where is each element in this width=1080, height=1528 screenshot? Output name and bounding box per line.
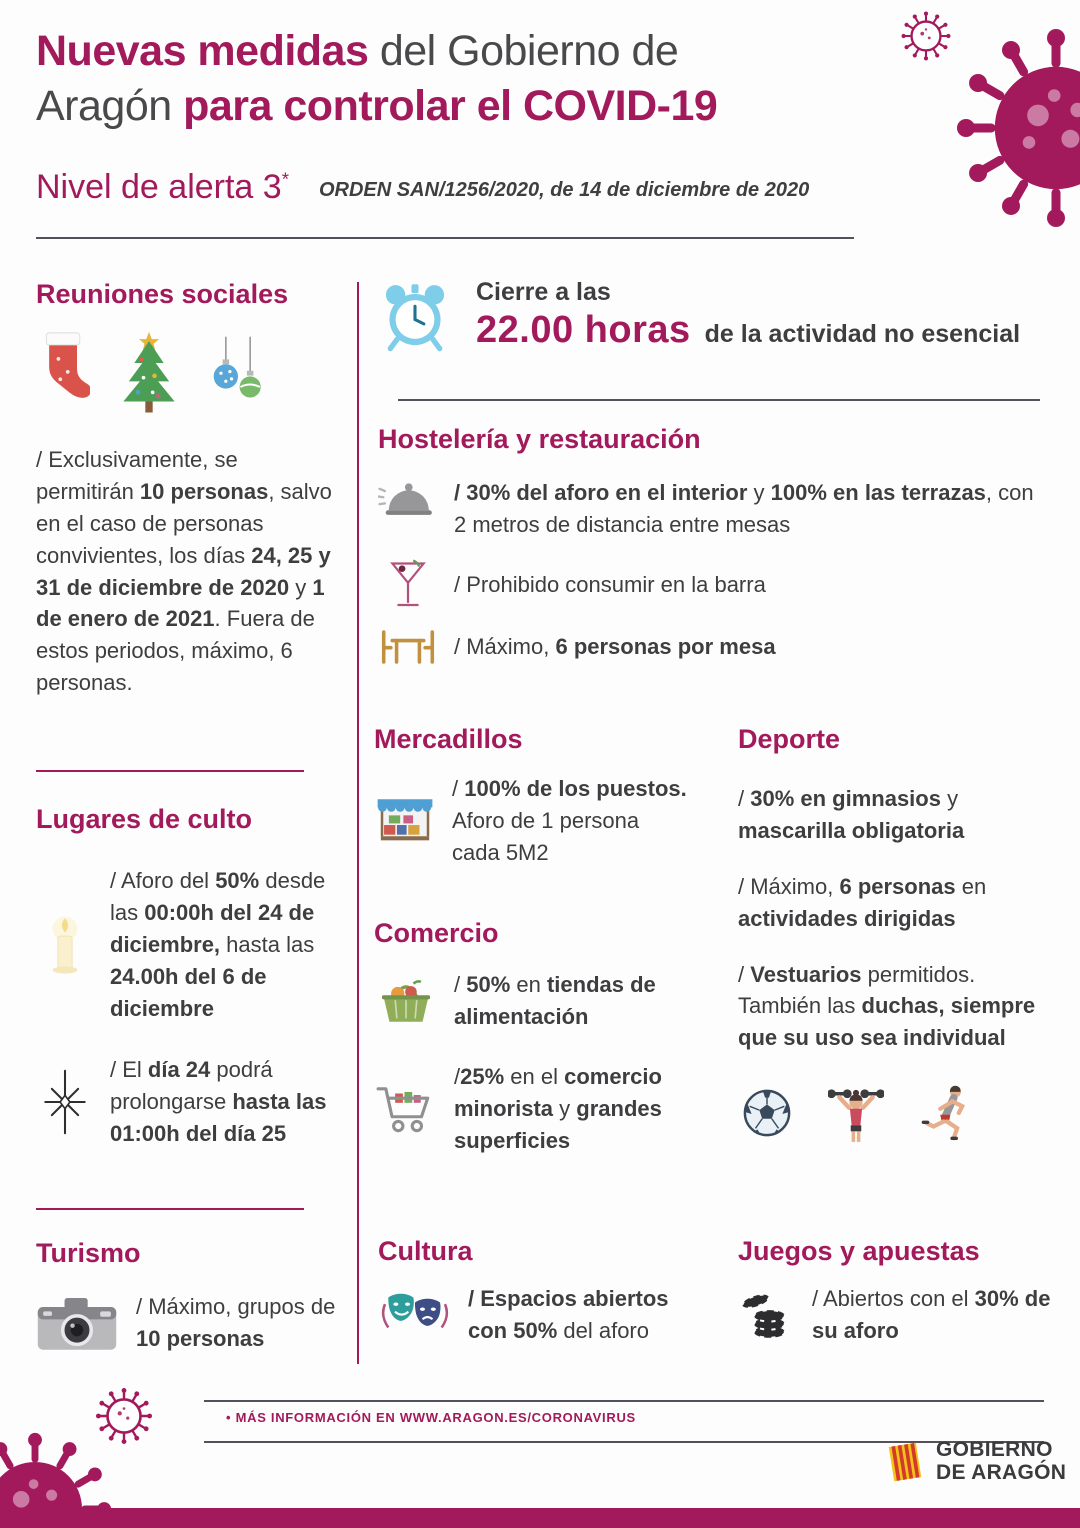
mercadillos-title: Mercadillos xyxy=(374,724,523,754)
lugares-item xyxy=(36,865,336,1024)
title-line-2: Aragón para controlar el COVID-19 xyxy=(36,82,718,131)
weightlifter-icon xyxy=(828,1078,884,1148)
section-turismo xyxy=(36,1238,338,1355)
deporte-item-text: / Máximo, 6 personas en actividades dirigidas xyxy=(738,873,987,931)
title-line-1: Nuevas medidas del Gobierno de xyxy=(36,27,679,75)
section-juegos-apuestas xyxy=(738,1236,1054,1347)
hosteleria-item xyxy=(378,629,1044,665)
turismo-item xyxy=(36,1291,338,1355)
reuniones-title: Reuniones sociales xyxy=(36,279,289,309)
virus-outline-icon xyxy=(898,8,954,64)
juegos-item xyxy=(738,1283,1054,1347)
virus-solid-icon xyxy=(948,20,1080,236)
lugares-item-text: / El día 24 podrá prolongarse hasta las 01:00h del día 25 xyxy=(110,1057,327,1147)
logo-line-2: DE ARAGÓN xyxy=(936,1461,1067,1484)
alarm-clock-icon xyxy=(378,278,452,354)
serving-cloche-icon xyxy=(378,477,438,519)
column-divider xyxy=(357,282,359,1364)
section-comercio xyxy=(374,918,698,1184)
closure-text xyxy=(476,278,1020,352)
shopping-cart-icon xyxy=(374,1081,438,1137)
footer-divider-top xyxy=(204,1400,1044,1402)
lugares-item-text: / Aforo del 50% desde las 00:00h del 24 de diciembre, hasta las 24.00h del 6 de diciembre xyxy=(110,868,326,1021)
lugares-title: Lugares de culto xyxy=(36,804,253,834)
reuniones-body: / Exclusivamente, se permitirán 10 personas, salvo en el caso de personas convivientes, los días 24, 25 y 31 de diciembre de 2020 y 1 de enero de 2021. Fuera de estos periodos, máximo, 6 personas. xyxy=(36,447,332,696)
lugares-item xyxy=(36,1054,336,1150)
closure-line1: Cierre a las xyxy=(476,278,611,306)
deporte-icons xyxy=(742,1078,1040,1148)
turismo-title: Turismo xyxy=(36,1238,141,1268)
market-stall-icon xyxy=(374,795,436,847)
soccer-ball-icon xyxy=(742,1088,792,1138)
christmas-tree-icon xyxy=(116,328,182,420)
deporte-item-text: / Vestuarios permitidos. También las duchas, siempre que su uso sea individual xyxy=(738,961,1036,1051)
turismo-item-text: / Máximo, grupos de 10 personas xyxy=(136,1294,336,1351)
comercio-item-text: /25% en el comercio minorista y grandes superficies xyxy=(454,1063,662,1153)
bottom-bar xyxy=(0,1508,1080,1528)
section-mercadillos xyxy=(374,724,690,869)
cultura-title: Cultura xyxy=(378,1236,473,1266)
section-hosteleria xyxy=(378,424,1044,680)
comercio-item xyxy=(374,969,698,1033)
aragon-flag-icon xyxy=(884,1438,926,1486)
section-cultura xyxy=(378,1236,694,1347)
mercadillos-item xyxy=(374,773,690,869)
more-info-text: • MÁS INFORMACIÓN EN WWW.ARAGON.ES/CORONAVIRUS xyxy=(226,1410,636,1425)
comercio-title: Comercio xyxy=(374,918,499,948)
juegos-item-text: / Abiertos con el 30% de su aforo xyxy=(812,1286,1051,1343)
alert-row xyxy=(36,168,809,207)
cultura-item xyxy=(378,1283,694,1347)
left-divider-1 xyxy=(36,770,304,772)
cocktail-icon xyxy=(378,556,438,614)
hosteleria-title: Hostelería y restauración xyxy=(378,424,701,454)
closure-line2: de la actividad no esencial xyxy=(704,320,1021,348)
camera-icon xyxy=(36,1292,118,1354)
mercadillos-item-text: / 100% de los puestos. Aforo de 1 persona cada 5M2 xyxy=(452,776,687,865)
comercio-item-text: / 50% en tiendas de alimentación xyxy=(454,972,656,1029)
candle-icon xyxy=(36,909,94,981)
deporte-item-text: / 30% en gimnasios y mascarilla obligatoria xyxy=(738,786,965,843)
runner-icon xyxy=(920,1078,974,1148)
header-divider xyxy=(36,237,854,239)
sparkle-star-icon xyxy=(36,1062,94,1142)
table-chairs-icon xyxy=(378,629,438,665)
banner-divider xyxy=(398,399,1040,401)
hosteleria-item xyxy=(378,477,1044,541)
hosteleria-item-text: / Prohibido consumir en la barra xyxy=(454,571,766,597)
left-divider-2 xyxy=(36,1208,304,1210)
section-lugares-de-culto xyxy=(36,804,336,1150)
closure-time: 22.00 horas xyxy=(476,309,691,351)
deporte-title: Deporte xyxy=(738,724,841,754)
ornaments-icon xyxy=(208,328,268,420)
grocery-basket-icon xyxy=(374,975,438,1027)
logo-line-1: GOBIERNO xyxy=(936,1438,1053,1462)
comercio-item xyxy=(374,1061,698,1157)
christmas-icons xyxy=(38,328,334,420)
theater-masks-icon xyxy=(378,1288,452,1342)
alert-level: Nivel de alerta 3* xyxy=(36,168,289,206)
logo-text xyxy=(936,1439,1066,1484)
hosteleria-item xyxy=(378,556,1044,614)
section-reuniones-sociales xyxy=(36,279,334,699)
section-deporte xyxy=(738,724,1040,1148)
order-reference: ORDEN SAN/1256/2020, de 14 de diciembre de 2020 xyxy=(318,179,810,201)
closure-banner xyxy=(378,278,1046,354)
poker-chips-icon xyxy=(738,1288,796,1342)
gobierno-aragon-logo xyxy=(884,1438,1066,1486)
juegos-title: Juegos y apuestas xyxy=(738,1236,980,1266)
hosteleria-item-text: / Máximo, 6 personas por mesa xyxy=(454,633,776,659)
page-title xyxy=(36,24,717,134)
cultura-item-text: / Espacios abiertos con 50% del aforo xyxy=(468,1286,669,1343)
hosteleria-item-text: / 30% del aforo en el interior y 100% en las terrazas, con 2 metros de distancia entre mesas xyxy=(454,480,1034,537)
christmas-stocking-icon xyxy=(38,328,90,412)
